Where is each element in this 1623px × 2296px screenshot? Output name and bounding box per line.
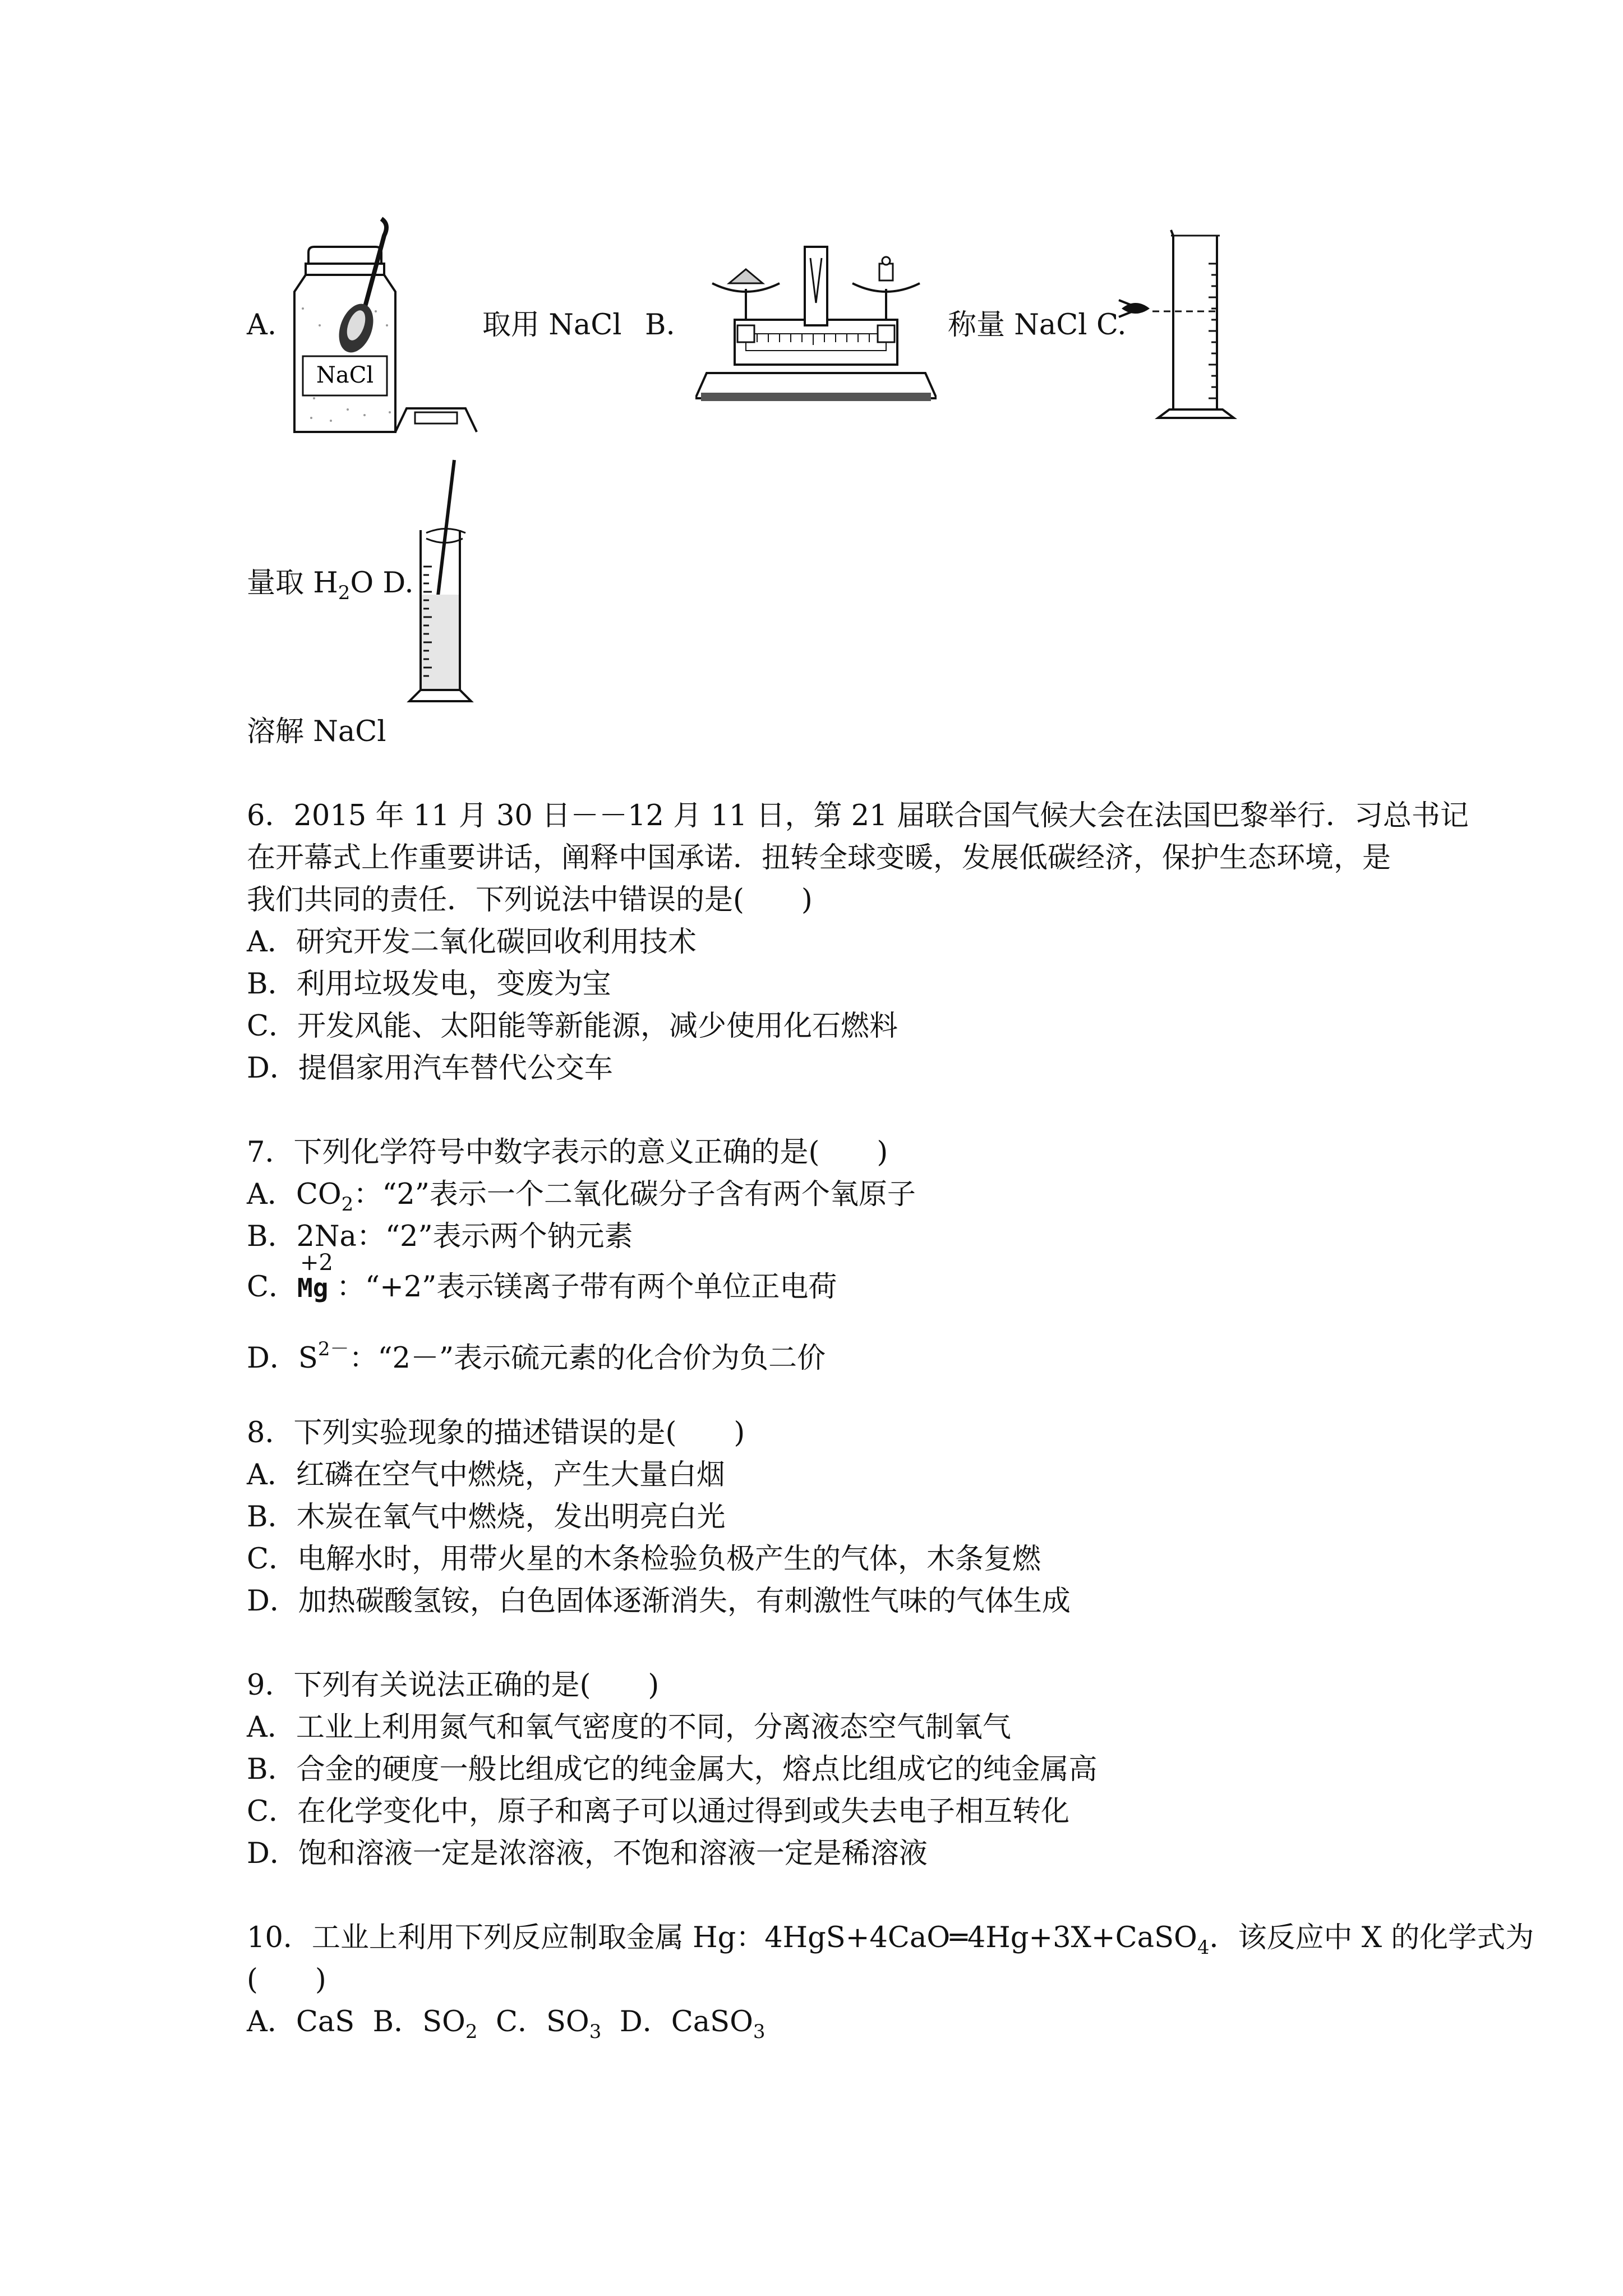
q8-option-c: C．电解水时，用带火星的木条检验负极产生的气体，木条复燃 <box>247 1543 1041 1576</box>
q6-stem-line-3: 我们共同的责任．下列说法中错误的是( ) <box>247 884 813 917</box>
balance-figure <box>695 241 937 404</box>
q6-stem-line-2: 在开幕式上作重要讲话，阐释中国承诺．扭转全球变暖，发展低碳经济，保护生态环境，是 <box>247 841 1391 875</box>
q8-option-a: A．红磷在空气中燃烧，产生大量白烟 <box>247 1458 725 1492</box>
q7-option-c: C． +2 Mg ：“+2”表示镁离子带有两个单位正电荷 <box>247 1250 837 1304</box>
option-a-caption: 取用 NaCl <box>482 309 622 342</box>
q9-option-c: C．在化学变化中，原子和离子可以通过得到或失去电子相互转化 <box>247 1795 1070 1828</box>
option-b-caption: 称量 NaCl <box>948 309 1087 342</box>
option-c-label: C. <box>1096 309 1127 342</box>
q10-option-c: C．$SO_3$ <box>495 2005 602 2043</box>
q8-option-b: B．木炭在氧气中燃烧，发出明亮白光 <box>247 1501 726 1534</box>
graduated-cylinder-reading-figure <box>1110 224 1245 432</box>
option-d-caption: 溶解 NaCl <box>247 715 386 748</box>
q10-options <box>247 2005 766 2049</box>
q10-stem-line-2: ( ) <box>247 1963 326 1996</box>
q8-option-d: D．加热碳酸氢铵，白色固体逐渐消失，有刺激性气味的气体生成 <box>247 1585 1071 1618</box>
q7-option-a: A．$CO_2$：“2”表示一个二氧化碳分子含有两个氧原子 <box>247 1178 916 1216</box>
option-d-label: D. <box>382 567 414 600</box>
option-c-caption: 量取 $H_2O$ D. <box>247 567 414 604</box>
nacl-jar-figure <box>280 213 494 449</box>
q7-stem: 7．下列化学符号中数字表示的意义正确的是( ) <box>247 1136 888 1169</box>
q9-stem: 9．下列有关说法正确的是( ) <box>247 1669 660 1702</box>
q10-option-b: B．$SO_2$ <box>372 2005 478 2043</box>
q7-option-d: D．$S^{2-}$：“2－”表示硫元素的化合价为负二价 <box>247 1338 826 1375</box>
q6-stem-line-1: 6．2015 年 11 月 30 日－－12 月 11 日，第 21 届联合国气候大会在法国巴黎举行．习总书记 <box>247 799 1469 832</box>
option-b-label: B. <box>645 309 675 342</box>
q6-option-b: B．利用垃圾发电，变废为宝 <box>247 968 611 1001</box>
q6-option-a: A．研究开发二氧化碳回收利用技术 <box>247 926 697 959</box>
q7-option-b: B．2Na：“2”表示两个钠元素 <box>247 1220 633 1253</box>
option-a-label: A. <box>247 309 277 342</box>
q9-option-b: B．合金的硬度一般比组成它的纯金属大，熔点比组成它的纯金属高 <box>247 1753 1098 1786</box>
q6-option-c: C．开发风能、太阳能等新能源，减少使用化石燃料 <box>247 1010 898 1043</box>
jar-label: NaCl <box>316 362 374 388</box>
q8-stem: 8．下列实验现象的描述错误的是( ) <box>247 1416 745 1450</box>
mg-valence-symbol: +2 Mg <box>297 1250 333 1303</box>
q9-option-a: A．工业上利用氮气和氧气密度的不同，分离液态空气制氧气 <box>247 1711 1011 1744</box>
q6-option-d: D．提倡家用汽车替代公交车 <box>247 1052 613 1085</box>
q10-option-a: A．CaS <box>247 2005 355 2039</box>
q9-option-d: D．饱和溶液一定是浓溶液，不饱和溶液一定是稀溶液 <box>247 1837 928 1870</box>
cylinder-stirring-figure <box>393 454 482 707</box>
q10-stem-line-1: 10．工业上利用下列反应制取金属 Hg：4HgS+4CaO═4Hg+3X+CaSO$_4$．该反应中 X 的化学式为 <box>247 1921 1534 1959</box>
q10-option-d: D．CaSO$_3$ <box>619 2005 766 2043</box>
